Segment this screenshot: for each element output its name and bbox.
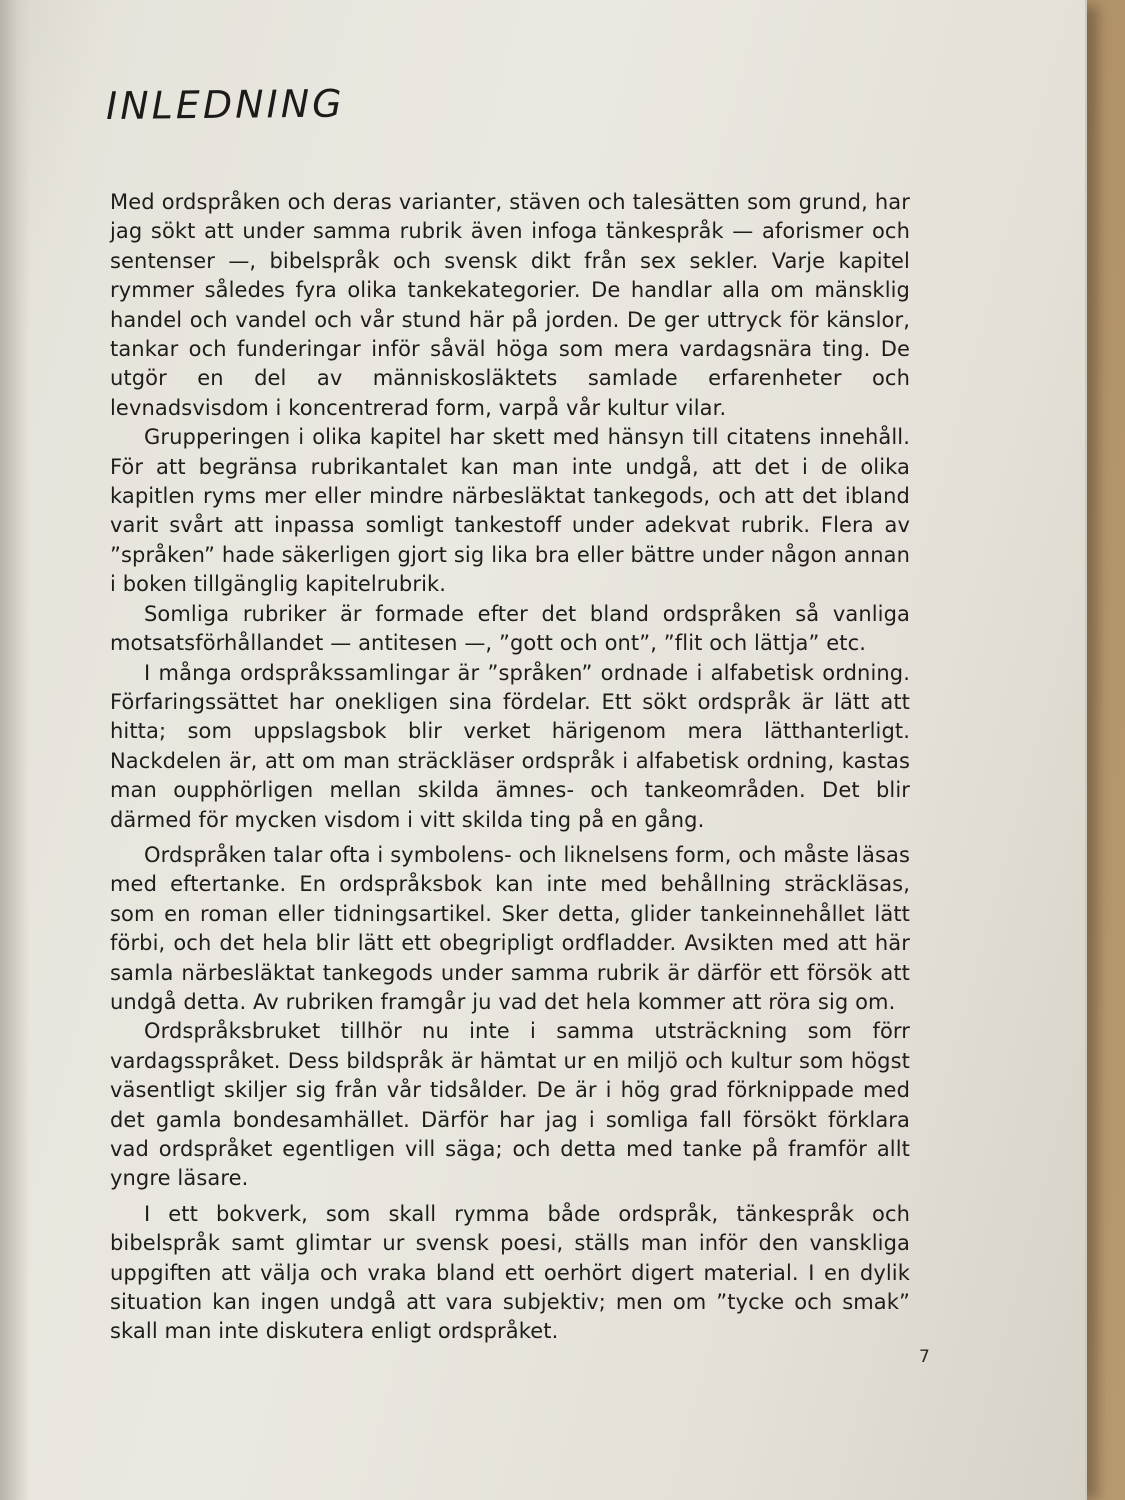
paragraph-5: Ordspråken talar ofta i symbolens- och liknelsens form, och måste läsas med eftertanke. En ordspråksbok kan inte med behållning sträckläsas, som en roman eller tidningsartikel. Sker detta, glider tankeinnehållet lätt förbi, och det hela blir lätt ett obegripligt ordfladder. Avsikten med att här samla närbesläktat tankegods under samma rubrik är därför ett försök att undgå detta. Av rubriken framgår ju vad det hela kommer att röra sig om. [110,842,910,1014]
paragraph-7: I ett bokverk, som skall rymma både ordspråk, tänkespråk och bibelspråk samt glimtar ur svensk poesi, ställs man inför den vanskliga uppgiften att välja och vraka bland ett oerhört digert material. I en dylik situation kan ingen undgå att vara subjektiv; men om ”tycke och smak” skall man inte diskutera enligt ordspråket. [110,1201,910,1344]
page-number: 7 [919,1347,930,1367]
paragraph-2: Grupperingen i olika kapitel har skett med hänsyn till citatens innehåll. För att begränsa rubrikantalet kan man inte undgå, att det i de olika kapitlen ryms mer eller mindre närbesläktat tankegods, och att det ibland varit svårt att inpassa somligt tankestoff under adekvat rubrik. Flera av ”språken” hade säkerligen gjort sig lika bra eller bättre under någon annan i boken tillgänglig kapitelrubrik. [110,425,910,597]
paragraph-4: I många ordspråkssamlingar är ”språken” ordnade i alfabetisk ordning. Förfaringssättet har onekligen sina fördelar. Ett sökt ordspråk är lätt att hitta; som uppslagsbok blir verket härigenom mera lätthanterligt. Nackdelen är, att om man sträckläser ordspråk i alfabetisk ordning, kastas man oupphörligen mellan skilda ämnes- och tankeområden. Det blir därmed för mycken visdom i vitt skilda ting på en gång. [110,660,910,832]
chapter-heading: INLEDNING [105,81,345,128]
page-gutter [0,0,30,1500]
paragraph-6: Ordspråksbruket tillhör nu inte i samma utsträckning som förr vardagsspråket. Dess bildspråk är hämtat ur en miljö och kultur som högst väsentligt skiljer sig från vår tidsålder. De är i hög grad förknippade med det gamla bondesamhället. Därför har jag i somliga fall försökt förklara vad ordspråket egentligen vill säga; och detta med tanke på framför allt yngre läsare. [110,1019,910,1191]
paragraph-1: Med ordspråken och deras varianter, stäven och talesätten som grund, har jag sökt att under samma rubrik även infoga tänkespråk — aforismer och sentenser —, bibelspråk och svensk dikt från sex sekler. Varje kapitel rymmer således fyra olika tankekategorier. De handlar alla om mänsklig handel och vandel och vår stund här på jorden. De ger uttryck för känslor, tankar och funderingar inför såväl höga som mera vardagsnära ting. De utgör en del av människosläktets samlade erfarenheter och levnadsvisdom i koncentrerad form, varpå vår kultur vilar. [110,190,910,420]
body-text [110,188,910,1347]
paragraph-3: Somliga rubriker är formade efter det bland ordspråken så vanliga motsatsförhållandet — antitesen —, ”gott och ont”, ”flit och lättja” etc. [110,601,910,656]
